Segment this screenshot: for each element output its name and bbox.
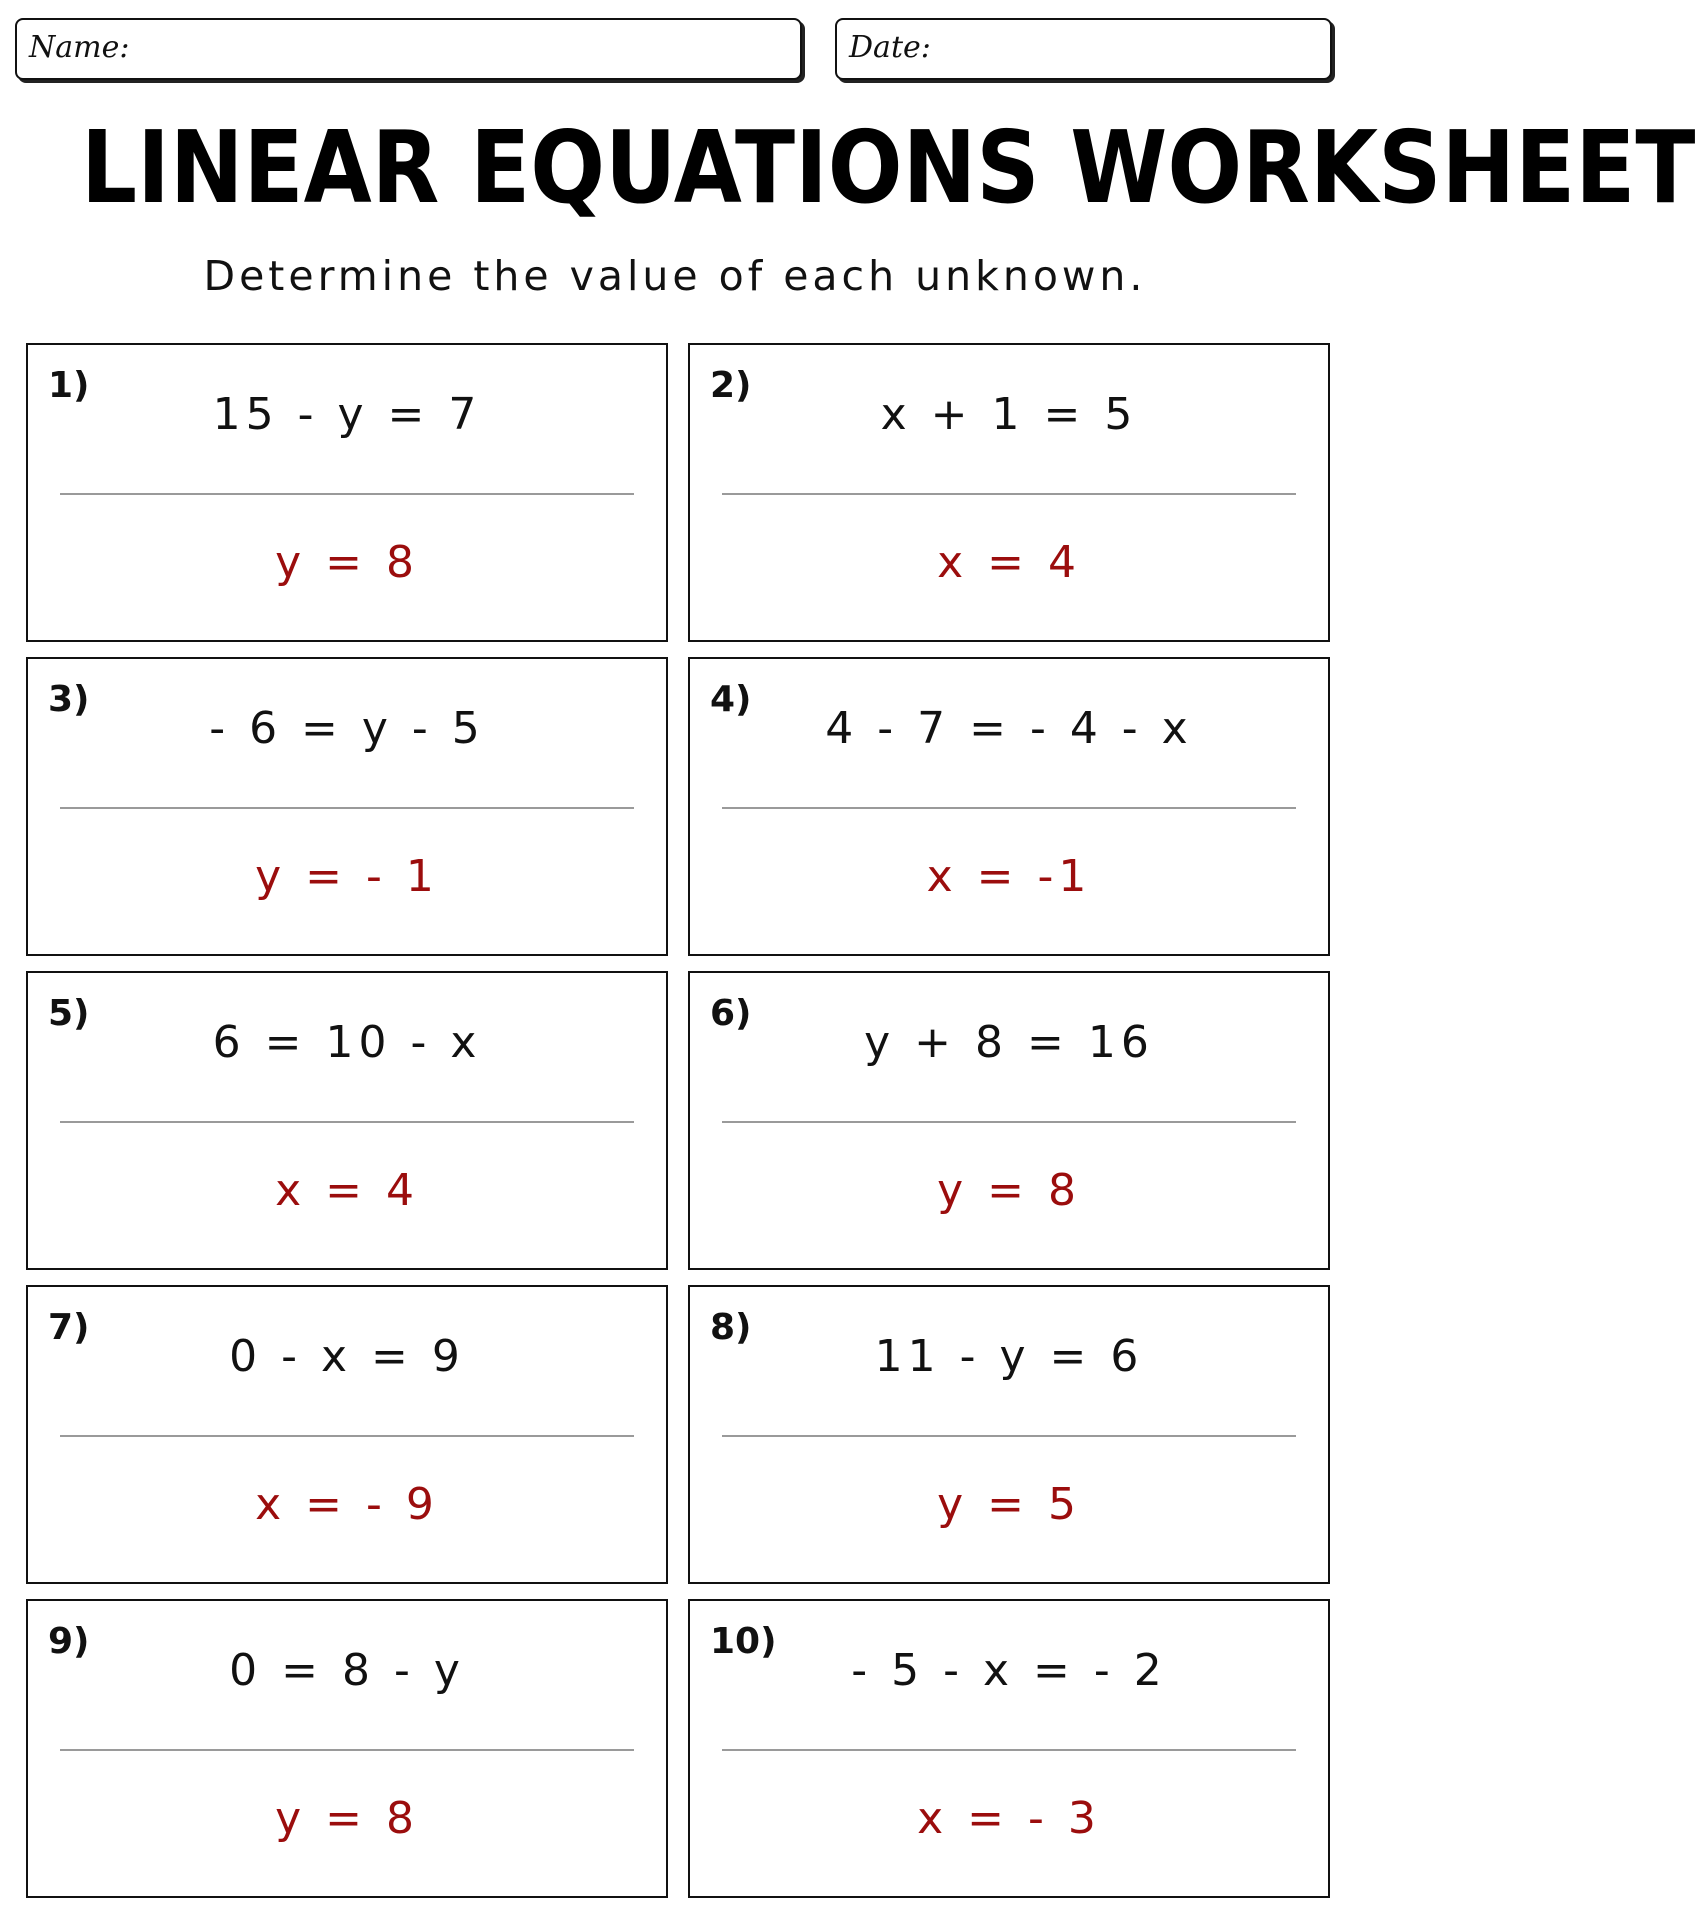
answer-line [60, 1121, 634, 1123]
problem-answer: y = - 1 [255, 851, 439, 902]
problem-card-5 [26, 971, 668, 1270]
problem-number: 5) [48, 993, 90, 1034]
problem-equation: - 6 = y - 5 [209, 703, 485, 754]
problem-grid [26, 343, 1330, 1898]
answer-line [722, 1749, 1296, 1751]
problem-number: 8) [710, 1307, 752, 1348]
problem-card-8 [688, 1285, 1330, 1584]
problem-number: 3) [48, 679, 90, 720]
problem-equation: 11 - y = 6 [874, 1331, 1144, 1382]
problem-equation: 4 - 7 = - 4 - x [825, 703, 1193, 754]
problem-card-7 [26, 1285, 668, 1584]
problem-card-9 [26, 1599, 668, 1898]
problem-card-10 [688, 1599, 1330, 1898]
problem-answer: y = 8 [275, 537, 419, 588]
instructions: Determine the value of each unknown. [203, 252, 1147, 300]
problem-equation: 15 - y = 7 [212, 389, 482, 440]
answer-line [60, 1435, 634, 1437]
problem-equation: x + 1 = 5 [880, 389, 1138, 440]
answer-line [60, 807, 634, 809]
problem-card-3 [26, 657, 668, 956]
problem-equation: y + 8 = 16 [864, 1017, 1154, 1068]
problem-number: 1) [48, 365, 90, 406]
problem-number: 2) [710, 365, 752, 406]
page-title: LINEAR EQUATIONS WORKSHEET [81, 109, 1695, 226]
problem-card-4 [688, 657, 1330, 956]
problem-answer: x = - 9 [255, 1479, 439, 1530]
problem-card-6 [688, 971, 1330, 1270]
problem-answer: y = 8 [937, 1165, 1081, 1216]
answer-line [722, 807, 1296, 809]
answer-line [60, 1749, 634, 1751]
name-label: Name: [29, 30, 130, 65]
answer-line [722, 1435, 1296, 1437]
problem-number: 10) [710, 1621, 777, 1662]
answer-line [722, 493, 1296, 495]
answer-line [60, 493, 634, 495]
problem-answer: x = 4 [937, 537, 1081, 588]
name-field[interactable] [15, 18, 802, 80]
problem-number: 4) [710, 679, 752, 720]
problem-equation: 0 - x = 9 [229, 1331, 465, 1382]
problem-answer: x = - 3 [917, 1793, 1101, 1844]
date-field[interactable] [835, 18, 1332, 80]
problem-equation: 6 = 10 - x [212, 1017, 482, 1068]
problem-number: 7) [48, 1307, 90, 1348]
problem-answer: y = 5 [937, 1479, 1081, 1530]
problem-number: 9) [48, 1621, 90, 1662]
problem-card-1 [26, 343, 668, 642]
problem-equation: 0 = 8 - y [229, 1645, 465, 1696]
problem-answer: x = -1 [926, 851, 1092, 902]
date-label: Date: [849, 30, 931, 65]
problem-number: 6) [710, 993, 752, 1034]
problem-answer: x = 4 [275, 1165, 419, 1216]
problem-answer: y = 8 [275, 1793, 419, 1844]
answer-line [722, 1121, 1296, 1123]
problem-equation: - 5 - x = - 2 [851, 1645, 1167, 1696]
problem-card-2 [688, 343, 1330, 642]
